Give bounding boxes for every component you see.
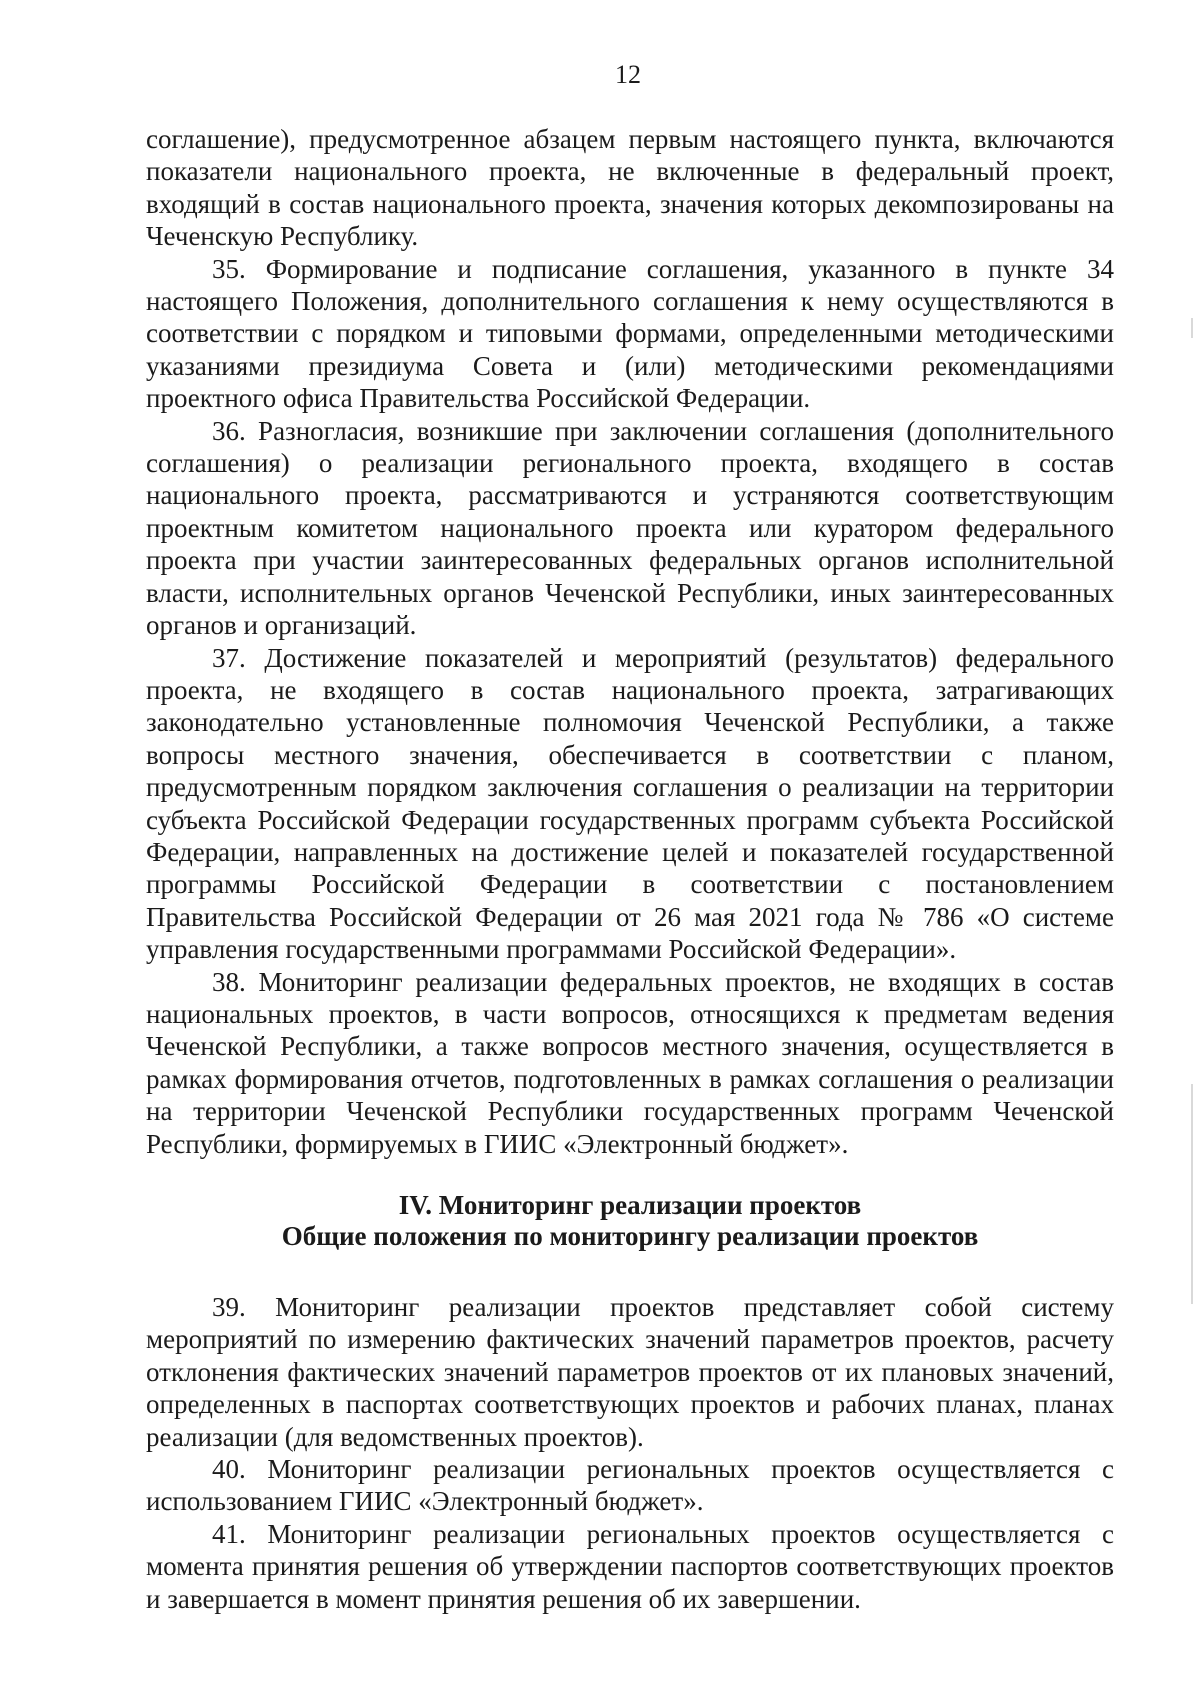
- paragraph-38: 38. Мониторинг реализации федеральных проектов, не входящих в состав национальных проектов, в части вопросов, относящихся к предметам ведения Чеченской Республики, а также вопросов местного значения, осуществляется в рамках формирования отчетов, подготовленных в рамках соглашения о реализации на территории Чеченской Республики государственных программ Чеченской Республики, формируемых в ГИИС «Электронный бюджет».: [146, 966, 1114, 1159]
- paragraph-35: 35. Формирование и подписание соглашения, указанного в пункте 34 настоящего Положения, дополнительного соглашения к нему осуществляются в соответствии с порядком и типовыми формами, определенными методическими указаниями президиума Совета и (или) методическими рекомендациями проектного офиса Правительства Российской Федерации.: [146, 253, 1114, 414]
- paragraph-36: 36. Разногласия, возникшие при заключении соглашения (дополнительного соглашения) о реализации регионального проекта, входящего в состав национального проекта, рассматриваются и устраняются соответствующим проектным комитетом национального проекта или куратором федерального проекта при участии заинтересованных федеральных органов исполнительной власти, исполнительных органов Чеченской Республики, иных заинтересованных органов и организаций.: [146, 415, 1114, 641]
- section-heading-title: IV. Мониторинг реализации проектов: [398, 1190, 862, 1220]
- paragraph-39: 39. Мониторинг реализации проектов представляет собой систему мероприятий по измерению фактических значений параметров проектов, расчету отклонения фактических значений параметров проектов от их плановых значений, определенных в паспортах соответствующих проектов и рабочих планах, планах реализации (для ведомственных проектов).: [146, 1292, 1114, 1452]
- scan-edge-mark: [1191, 318, 1193, 338]
- section-heading-subtitle: Общие положения по мониторингу реализации проектов: [281, 1221, 979, 1251]
- paragraph-40: 40. Мониторинг реализации региональных проектов осуществляется с использованием ГИИС «Электронный бюджет».: [146, 1454, 1114, 1517]
- paragraph-41: 41. Мониторинг реализации региональных проектов осуществляется с момента принятия решения об утверждении паспортов соответствующих проектов и завершается в момент принятия решения об их завершении.: [146, 1518, 1114, 1614]
- section-heading: [146, 1190, 1114, 1252]
- document-body: [146, 123, 1114, 1615]
- page-number: 12: [615, 60, 641, 89]
- paragraph-37: 37. Достижение показателей и мероприятий (результатов) федерального проекта, не входящего в состав национального проекта, затрагивающих законодательно установленные полномочия Чеченской Республики, а также вопросы местного значения, обеспечивается в соответствии с планом, предусмотренным порядком заключения соглашения о реализации на территории субъекта Российской Федерации государственных программ субъекта Российской Федерации, направленных на достижение целей и показателей государственной программы Российской Федерации в соответствии с постановлением Правительства Российской Федерации от 26 мая 2021 года № 786 «О системе управления государственными программами Российской Федерации».: [146, 642, 1114, 965]
- scan-edge-mark: [1191, 1084, 1193, 1304]
- paragraph-continuation: соглашение), предусмотренное абзацем первым настоящего пункта, включаются показатели национального проекта, не включенные в федеральный проект, входящий в состав национального проекта, значения которых декомпозированы на Чеченскую Республику.: [146, 124, 1114, 252]
